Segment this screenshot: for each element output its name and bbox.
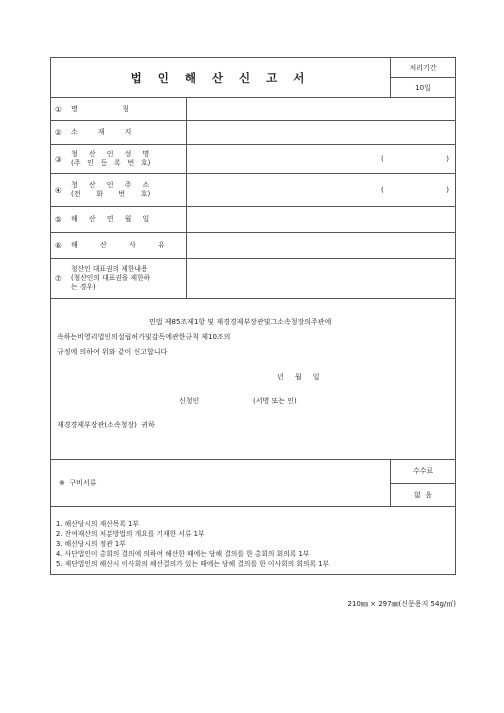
declaration-line: 속하는비영리법인의설립허가및감독에관한규칙 제10조의: [57, 333, 231, 341]
fee-label: 수수료: [391, 460, 455, 484]
paren-close: ): [446, 155, 449, 163]
address-input[interactable]: [187, 121, 455, 144]
field-num: ④: [55, 185, 62, 195]
list-item: 5. 재단법인의 해산시 이사회의 해산결의가 있는 때에는 당해 결의를 한 이사회의 회의록 1부: [56, 560, 330, 568]
fee-value: 없 음: [414, 490, 432, 499]
name-input[interactable]: [187, 98, 455, 120]
report-form: [50, 57, 456, 575]
dissolution-reason-input[interactable]: [187, 233, 455, 258]
declaration-line: 규정에 의하여 위와 같이 신고합니다: [57, 348, 168, 356]
field-num: ①: [55, 104, 62, 114]
field-row-dissolution-date: [51, 207, 455, 233]
list-item: 3. 해산당시의 정관 1부: [56, 540, 126, 548]
paren-close: ): [446, 186, 449, 194]
field-num: ③: [55, 154, 62, 164]
documents-list: [51, 507, 455, 574]
list-item: 1. 해산당시의 재산목록 1부: [56, 520, 139, 528]
fee-box: [391, 460, 455, 506]
form-title: 법 인 해 산 신 고 서: [51, 58, 391, 97]
signature-note: (서명 또는 인): [253, 397, 297, 405]
field-label-line: 는 경우): [71, 283, 96, 291]
documents-label: ※ 구비서류: [51, 460, 391, 506]
declaration-line: 민법 제85조제1항 및 재경경제부장관및그소속청장의주관에: [149, 318, 332, 326]
field-row-representation-limit: [51, 259, 455, 299]
addressee: 재경경제부장관(소속청장) 귀하: [57, 421, 155, 429]
liquidator-name-input[interactable]: [187, 145, 455, 173]
applicant-label: 신청인: [179, 397, 200, 405]
period-value: 10일: [415, 83, 431, 92]
field-sublabel-registration: (주 인 등 록 번 호): [71, 159, 151, 167]
representation-limit-input[interactable]: [187, 259, 455, 298]
field-num: ⑤: [55, 215, 62, 224]
field-label-dissolution-reason: 해 산 사 유: [71, 241, 165, 249]
field-label-dissolution-date: 해 산 연 월 일: [71, 215, 150, 223]
declaration-block: [51, 299, 455, 460]
paren-open: (: [381, 186, 384, 194]
field-label-liquidator-address: 청 산 인 주 소: [71, 181, 150, 189]
field-label-line: (청산인의 대표권을 제한하: [71, 274, 151, 282]
documents-fee-row: [51, 460, 455, 507]
field-row-dissolution-reason: [51, 233, 455, 259]
field-label-address: 소 재 지: [71, 128, 132, 136]
processing-period: [391, 58, 455, 97]
field-num: ②: [55, 128, 62, 137]
field-sublabel-phone: (전 화 번 호): [71, 190, 151, 198]
field-label-line: 청산인 대표권의 제한내용: [71, 265, 148, 273]
field-row-liquidator-address: [51, 174, 455, 207]
paren-open: (: [381, 155, 384, 163]
title-row: [51, 58, 455, 98]
list-item: 4. 사단법인이 총회의 결의에 의하여 해산한 때에는 당해 결의를 한 총회의 회의록 1부: [56, 550, 310, 558]
field-label-liquidator-name: 청 산 인 성 명: [71, 150, 150, 158]
date-line: 년 월 일: [277, 373, 320, 381]
liquidator-address-input[interactable]: [187, 174, 455, 206]
field-row-liquidator-name: [51, 145, 455, 174]
field-label-name: 명 칭: [71, 104, 130, 113]
field-row-address: [51, 121, 455, 145]
period-label: 처리기간: [391, 58, 455, 78]
field-num: ⑥: [55, 241, 62, 250]
paper-size-note: 210㎜ × 297㎜(신문용지 54g/㎡): [347, 600, 456, 608]
field-num: ⑦: [55, 274, 62, 283]
dissolution-date-input[interactable]: [187, 207, 455, 232]
field-row-name: [51, 98, 455, 121]
list-item: 2. 잔여재산의 처분방법의 개요를 기재한 서류 1부: [56, 530, 205, 538]
